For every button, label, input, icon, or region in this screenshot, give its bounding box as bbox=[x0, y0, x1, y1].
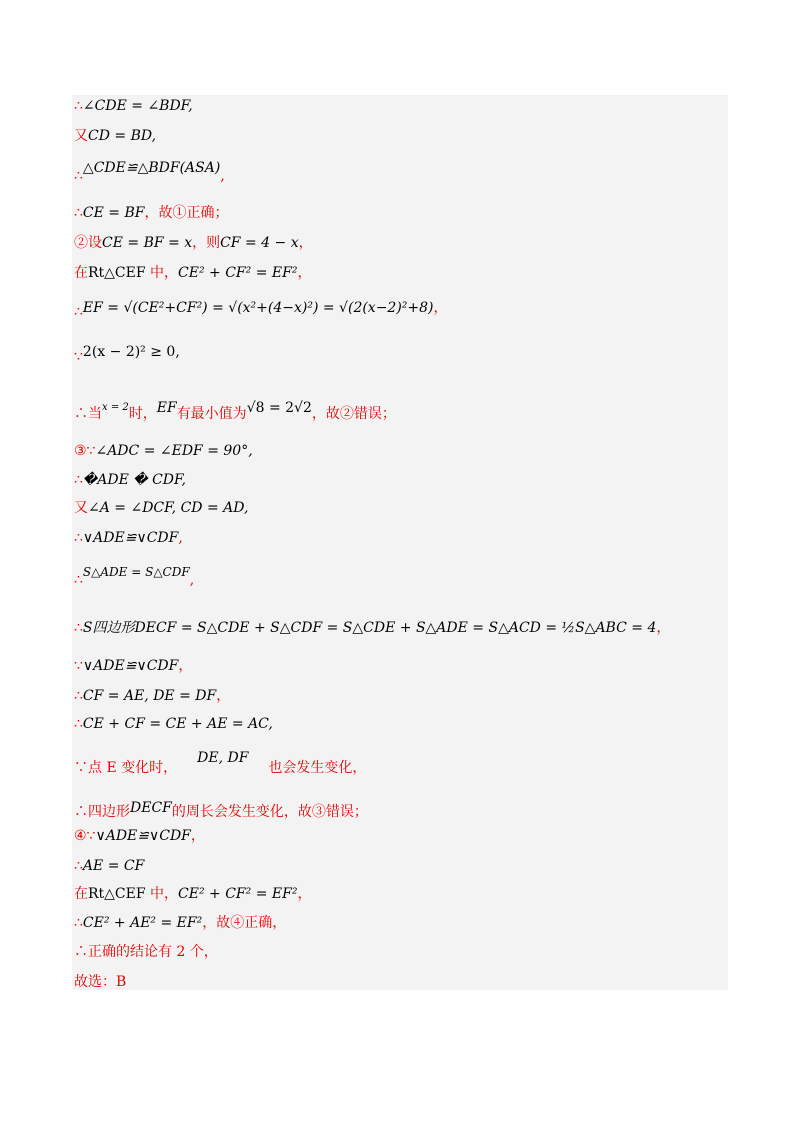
solution-line-7: ∴EF = √(CE²+CF²) = √(x²+(4−x)²) = √(2(x−2)²+8)， bbox=[74, 300, 448, 320]
solution-line-10: ③∵∠ADC = ∠EDF = 90°, bbox=[74, 443, 253, 459]
solution-line-20: ∴四边形DECF的周长会发生变化，故③错误； bbox=[74, 800, 368, 820]
solution-line-4: ∴CE = BF，故①正确； bbox=[74, 205, 229, 221]
solution-line-12: 又∠A = ∠DCF, CD = AD, bbox=[74, 500, 249, 516]
solution-line-17: ∴CF = AE, DE = DF， bbox=[74, 688, 231, 704]
solution-line-6: 在Rt△CEF 中，CE² + CF² = EF²， bbox=[74, 265, 312, 281]
solution-line-21: ④∵∨ADE≌∨CDF， bbox=[74, 828, 205, 844]
solution-line-15: ∴S四边形DECF = S△CDE + S△CDF = S△CDE + S△ADE = S△ACD = ½S△ABC = 4， bbox=[74, 620, 671, 636]
solution-line-11: ∴�ADE � CDF, bbox=[74, 472, 187, 488]
solution-line-16: ∵∨ADE≌∨CDF， bbox=[74, 658, 193, 674]
solution-line-1: ∴∠CDE = ∠BDF, bbox=[74, 98, 193, 114]
solution-line-19: ∵点 E 变化时，DE, DF也会发生变化， bbox=[74, 750, 367, 776]
solution-line-18: ∴CE + CF = CE + AE = AC, bbox=[74, 716, 273, 732]
solution-line-3: ∴△CDE≌△BDF(ASA), bbox=[74, 160, 225, 184]
solution-line-26: 故选：B bbox=[74, 974, 127, 990]
solution-line-9: ∴当$^{x = 2}$时，EF有最小值为√8 = 2√2，故②错误； bbox=[74, 400, 396, 422]
solution-line-24: ∴CE² + AE² = EF²，故④正确， bbox=[74, 915, 287, 931]
solution-line-22: ∴AE = CF bbox=[74, 858, 145, 874]
solution-line-2: 又CD = BD, bbox=[74, 128, 157, 144]
solution-line-5: ②设CE = BF = x，则CF = 4 − x， bbox=[74, 235, 313, 251]
solution-line-25: ∴正确的结论有 2 个， bbox=[74, 944, 218, 960]
solution-line-8: ∵2(x − 2)² ≥ 0, bbox=[74, 344, 180, 365]
solution-line-13: ∴∨ADE≌∨CDF, bbox=[74, 530, 183, 546]
solution-line-14: ∴S△ADE = S△CDF, bbox=[74, 565, 195, 588]
solution-line-23: 在Rt△CEF 中，CE² + CF² = EF²， bbox=[74, 886, 312, 902]
